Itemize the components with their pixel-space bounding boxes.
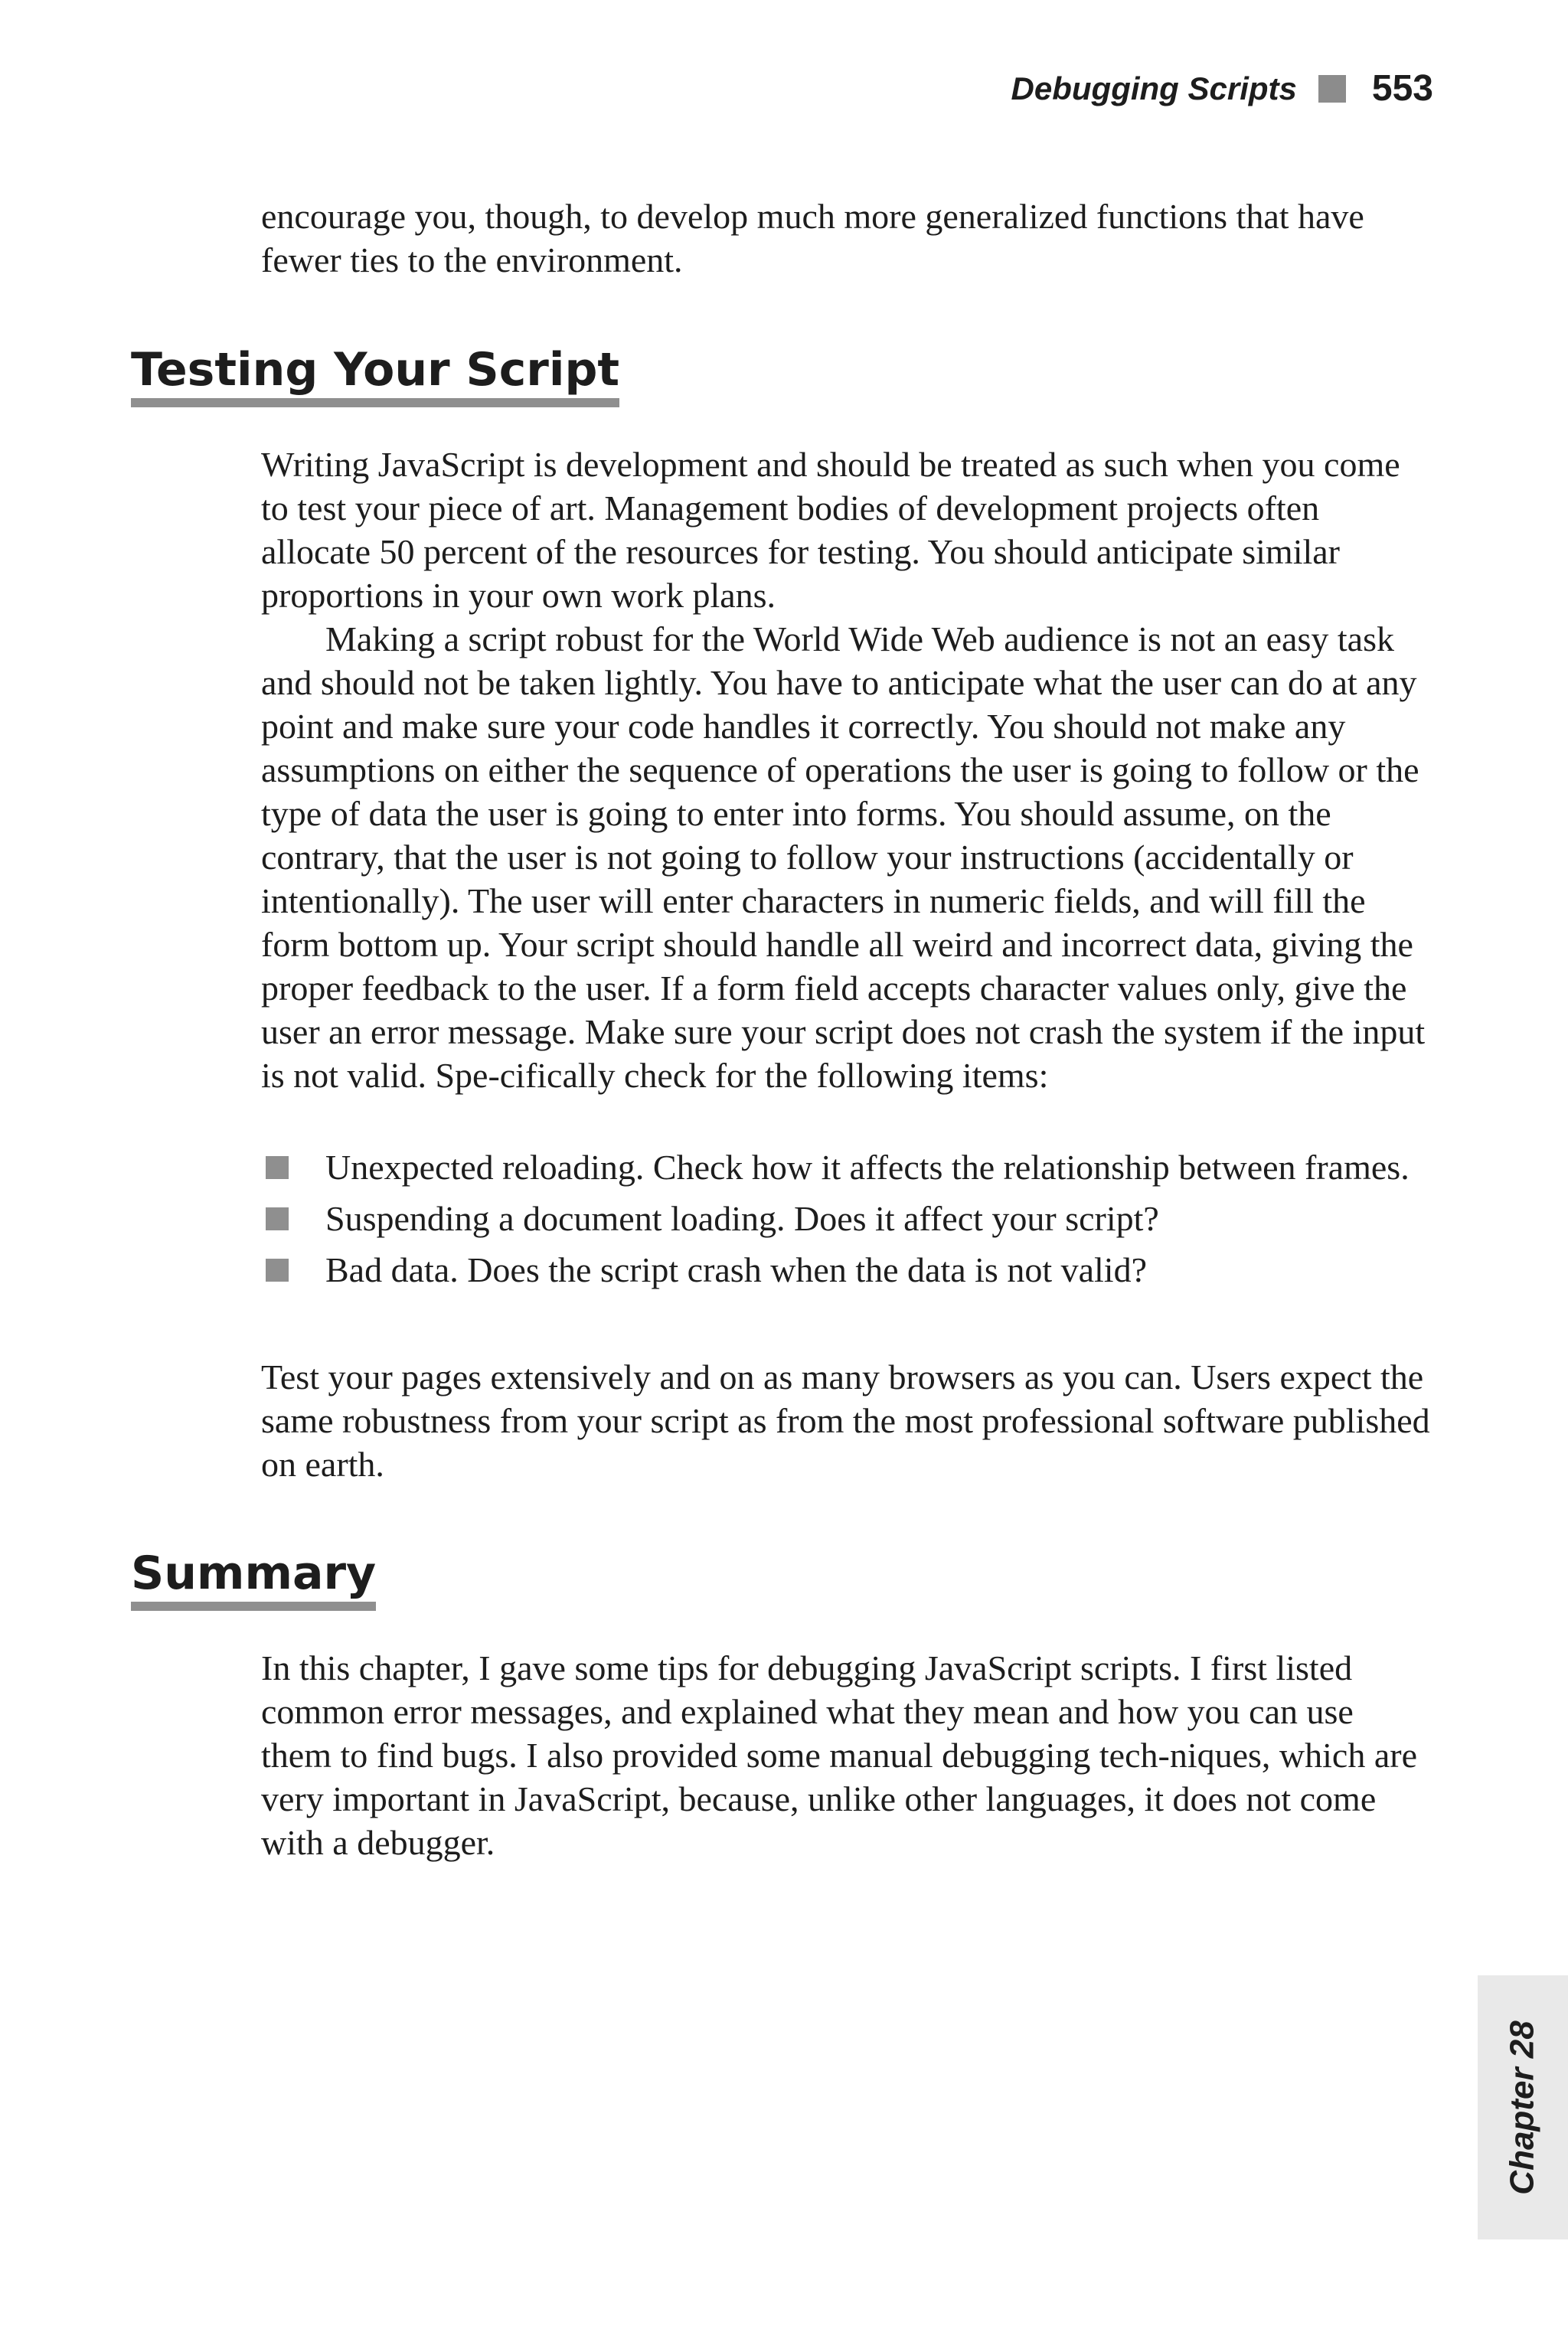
testing-paragraph-3: Test your pages extensively and on as many browsers as you can. Users expect the same robustness from your script as from the most professional software published on earth. xyxy=(261,1357,1430,1484)
bullet-square-icon xyxy=(266,1259,289,1282)
testing-paragraph-2: Making a script robust for the World Wide Web audience is not an easy task and should not be taken lightly. You have to anticipate what the user can do at any point and make sure your code handles it correctly. You should not make any assumptions on either the sequence of operations the user is going to follow or the type of data the user is going to enter into forms. You should assume, on the contrary, that the user is not going to follow your instructions (accidentally or intentionally). The user will enter characters in numeric fields, and will fill the form bottom up. Your script should handle all weird and incorrect data, giving the proper feedback to the user. If a form field accepts character values only, give the user an error message. Make sure your script does not crash the system if the input is not valid. Spe-cifically check for the following items: xyxy=(261,619,1426,1095)
bullet-text: Unexpected reloading. Check how it affects the relationship between frames. xyxy=(325,1148,1410,1187)
summary-paragraph xyxy=(261,1646,1432,1864)
running-title: Debugging Scripts xyxy=(1011,70,1297,106)
bullet-text: Bad data. Does the script crash when the data is not valid? xyxy=(325,1250,1148,1289)
header-square-icon xyxy=(1318,75,1346,103)
chapter-tab-label: Chapter 28 xyxy=(1504,2020,1542,2195)
list-item xyxy=(261,1197,1432,1240)
testing-bullet-list xyxy=(261,1145,1432,1299)
chapter-tab xyxy=(1478,1975,1568,2239)
testing-section-heading: Testing Your Script xyxy=(131,345,619,407)
testing-paragraph-1: Writing JavaScript is development and should be treated as such when you come to test your piece of art. Management bodies of development projects often allocate 50 percent of the resources for testing. You should anticipate similar proportions in your own work plans. xyxy=(261,445,1400,615)
testing-section-body xyxy=(261,443,1432,1097)
intro-text: encourage you, though, to develop much more generalized functions that have fewer ties to the environment. xyxy=(261,197,1364,279)
summary-text: In this chapter, I gave some tips for debugging JavaScript scripts. I first listed common error messages, and explained what they mean and how you can use them to find bugs. I also provided some manual debugging tech-niques, which are very important in JavaScript, because, unlike other languages, it does not come with a debugger. xyxy=(261,1648,1417,1862)
intro-paragraph xyxy=(261,194,1432,282)
list-item xyxy=(261,1145,1432,1189)
summary-section-heading: Summary xyxy=(131,1548,376,1611)
page-number: 553 xyxy=(1371,68,1433,109)
bullet-square-icon xyxy=(266,1207,289,1230)
testing-closing-paragraph xyxy=(261,1355,1432,1486)
bullet-square-icon xyxy=(266,1156,289,1179)
running-header xyxy=(1011,67,1433,109)
bullet-text: Suspending a document loading. Does it affect your script? xyxy=(325,1199,1159,1238)
list-item xyxy=(261,1248,1432,1292)
